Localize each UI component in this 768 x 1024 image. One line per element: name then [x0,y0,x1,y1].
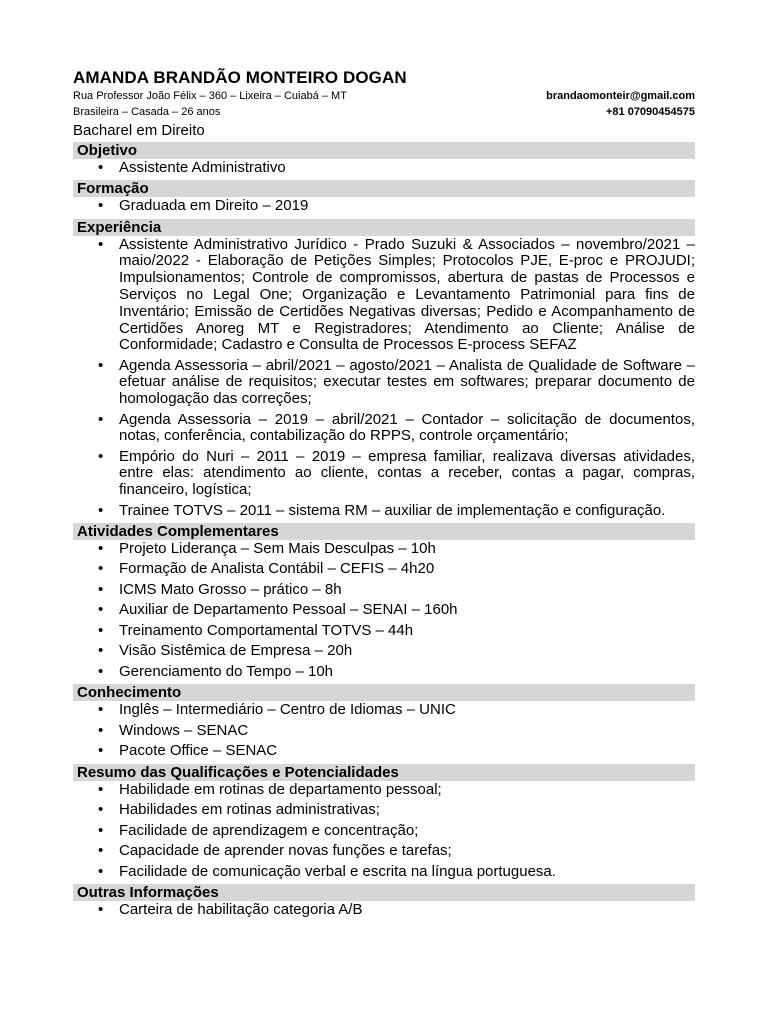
section-title-outras: Outras Informações [73,884,695,901]
list-item: • Assistente Administrativo [73,160,695,177]
list-item: • Formação de Analista Contábil – CEFIS – 4h20 [73,561,695,578]
list-item: • Visão Sistêmica de Empresa – 20h [73,643,695,660]
email: brandaomonteir@gmail.com [546,90,695,102]
list-item: • Inglês – Intermediário – Centro de Idiomas – UNIC [73,702,695,719]
list-item: • ICMS Mato Grosso – prático – 8h [73,582,695,599]
resume-content [73,68,695,922]
list-experiencia [73,237,695,520]
list-item: • Capacidade de aprender novas funções e tarefas; [73,843,695,860]
section-title-formacao: Formação [73,180,695,197]
list-item: • Auxiliar de Departamento Pessoal – SENAI – 160h [73,602,695,619]
list-item: • Facilidade de comunicação verbal e escrita na língua portuguesa. [73,864,695,881]
list-item: • Habilidade em rotinas de departamento pessoal; [73,782,695,799]
list-formacao [73,198,695,215]
list-objetivo [73,160,695,177]
list-item: • Projeto Liderança – Sem Mais Desculpas – 10h [73,541,695,558]
list-item: • Carteira de habilitação categoria A/B [73,902,695,919]
contact-row-1 [73,88,695,104]
list-item: • Agenda Assessoria – 2019 – abril/2021 – Contador – solicitação de documentos, notas, conferência, contabilização do RPPS, controle orçamentário; [73,412,695,446]
list-item: • Empório do Nuri – 2011 – 2019 – empresa familiar, realizava diversas atividades, entre elas: atendimento ao cliente, contas a receber, contas a pagar, compras, financeiro, logística; [73,449,695,499]
list-item: • Trainee TOTVS – 2011 – sistema RM – auxiliar de implementação e configuração. [73,503,695,520]
list-item: • Windows – SENAC [73,723,695,740]
section-title-atividades: Atividades Complementares [73,523,695,540]
section-title-conhecimento: Conhecimento [73,684,695,701]
list-item: • Gerenciamento do Tempo – 10h [73,664,695,681]
list-outras [73,902,695,919]
address: Rua Professor João Félix – 360 – Lixeira – Cuiabá – MT [73,90,347,102]
list-item: • Assistente Administrativo Jurídico - Prado Suzuki & Associados – novembro/2021 – maio/2022 - Elaboração de Petições Simples; Protocolos PJE, E-proc e PROJUDI; Impulsionamentos; Controle de compromissos, abertura de pastas de Processos e Serviços no Legal One; Organização e Levantamento Patrimonial para fins de Inventário; Emissão de Certidões Negativas diversas; Pedido e Acompanhamento de Certidões Anoreg MT e Registradores; Atendimento ao Cliente; Análise de Conformidade; Cadastro e Consulta de Processos E-process SEFAZ [73,237,695,355]
section-title-objetivo: Objetivo [73,142,695,159]
candidate-name: AMANDA BRANDÃO MONTEIRO DOGAN [73,68,407,87]
list-item: • Facilidade de aprendizagem e concentração; [73,823,695,840]
list-conhecimento [73,702,695,760]
list-item: • Treinamento Comportamental TOTVS – 44h [73,623,695,640]
section-title-experiencia: Experiência [73,219,695,236]
phone: +81 07090454575 [605,106,695,118]
list-item: • Graduada em Direito – 2019 [73,198,695,215]
personal-info: Brasileira – Casada – 26 anos [73,106,221,118]
degree: Bacharel em Direito [73,122,205,139]
list-item: • Pacote Office – SENAC [73,743,695,760]
contact-row-2 [73,104,695,120]
list-atividades [73,541,695,681]
list-resumo [73,782,695,881]
list-item: • Habilidades em rotinas administrativas; [73,802,695,819]
section-title-resumo: Resumo das Qualificações e Potencialidades [73,764,695,781]
list-item: • Agenda Assessoria – abril/2021 – agosto/2021 – Analista de Qualidade de Software – efetuar análise de requisitos; executar testes em softwares; preparar documento de homologação das correções; [73,358,695,408]
